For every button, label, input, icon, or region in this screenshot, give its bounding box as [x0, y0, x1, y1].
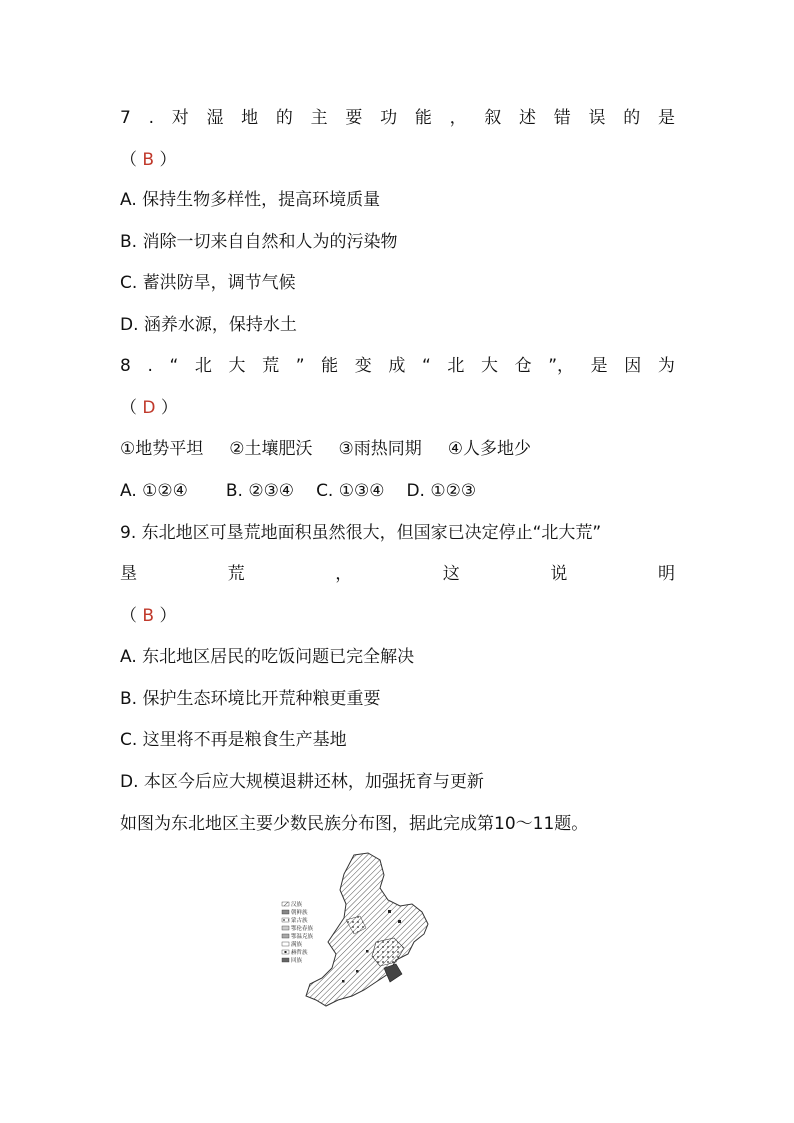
q7-option-c: C. 蓄洪防旱，调节气候	[120, 273, 296, 293]
q9-char: 荒	[227, 564, 245, 584]
q8-condition: ④人多地少	[447, 439, 531, 459]
q8-char: “	[169, 356, 179, 376]
q8-condition: ③雨热同期	[338, 439, 422, 459]
q8-stem	[120, 354, 675, 378]
q9-char: 说	[550, 564, 568, 584]
q9-char: 明	[657, 564, 675, 584]
map-intro: 如图为东北地区主要少数民族分布图，据此完成第10～11题。	[120, 814, 589, 834]
q9-char: ，	[335, 564, 353, 584]
q8-answer-line	[120, 396, 178, 420]
q9-option-d: D. 本区今后应大规模退耕还林，加强抚育与更新	[120, 772, 484, 792]
northeast-region-shape	[306, 853, 428, 1006]
region-marker	[388, 910, 391, 913]
q8-char: 变	[354, 356, 372, 376]
q8-char: 荒	[262, 356, 280, 376]
legend-item: 朝鲜族	[291, 910, 308, 916]
q9-answer: B	[142, 606, 155, 626]
q8-char: 是	[590, 356, 608, 376]
q8-conditions	[120, 437, 531, 461]
q7-char: 误	[588, 108, 606, 128]
q7-char: 地	[241, 108, 259, 128]
q8-char: 北	[194, 356, 212, 376]
q8-char: 能	[321, 356, 339, 376]
q7-char: 湿	[206, 108, 224, 128]
q8-char: 大	[480, 356, 498, 376]
paren-close: ）	[159, 606, 177, 626]
q8-condition: ②土壤肥沃	[229, 439, 313, 459]
paren-open: （	[120, 398, 137, 418]
q8-char: ”	[295, 356, 305, 376]
q8-char: 成	[388, 356, 406, 376]
q7-option-a: A. 保持生物多样性，提高环境质量	[120, 190, 381, 210]
q7-answer: B	[142, 150, 155, 170]
q9-answer-line	[120, 604, 176, 628]
paren-close: ）	[159, 150, 177, 170]
legend-item: 鄂温克族	[291, 934, 314, 940]
region-marker	[342, 980, 345, 983]
q8-answer: D	[142, 398, 156, 418]
q9-option-b: B. 保护生态环境比开荒种粮更重要	[120, 689, 381, 709]
q7-char: 要	[345, 108, 363, 128]
q8-char: 大	[228, 356, 246, 376]
q8-option-a: A. ①②④	[120, 481, 188, 501]
q8-char: “	[421, 356, 431, 376]
q7-option-d: D. 涵养水源，保持水土	[120, 315, 297, 335]
ethnic-distribution-map	[276, 850, 446, 1025]
q8-char: 北	[447, 356, 465, 376]
q7-char: 7	[120, 108, 131, 128]
q7-char: ，	[449, 108, 467, 128]
q8-char: .	[147, 356, 153, 376]
paren-open: （	[120, 606, 137, 626]
legend-item: 满族	[291, 942, 303, 948]
legend-item: 赫哲族	[291, 950, 308, 956]
q7-char: 对	[171, 108, 189, 128]
legend-item: 回族	[291, 958, 303, 964]
q8-char: 为	[657, 356, 675, 376]
legend-item: 汉族	[291, 902, 303, 908]
legend-item: 鄂伦春族	[291, 926, 314, 932]
q7-char: 能	[414, 108, 432, 128]
map-legend	[282, 900, 314, 964]
q9-option-a: A. 东北地区居民的吃饭问题已完全解决	[120, 647, 415, 667]
q8-option-d: D. ①②③	[406, 481, 477, 501]
q8-option-c: C. ①③④	[316, 481, 385, 501]
q7-char: 叙	[484, 108, 502, 128]
q9-stem-line2	[120, 562, 675, 586]
q7-char: 的	[623, 108, 641, 128]
q7-answer-line	[120, 148, 176, 172]
q7-option-b: B. 消除一切来自自然和人为的污染物	[120, 232, 398, 252]
region-marker	[366, 950, 369, 953]
q8-char: 因	[624, 356, 642, 376]
q7-char: 述	[519, 108, 537, 128]
q9-stem-line1: 9. 东北地区可垦荒地面积虽然很大，但国家已决定停止“北大荒”	[120, 523, 602, 543]
q8-char: ”，	[548, 356, 575, 376]
q8-options	[120, 479, 476, 503]
q8-option-b: B. ②③④	[225, 481, 295, 501]
q8-condition: ①地势平坦	[120, 439, 204, 459]
q7-stem	[120, 106, 675, 130]
q8-char: 8	[120, 356, 131, 376]
q7-char: 功	[380, 108, 398, 128]
q7-char: 是	[657, 108, 675, 128]
q7-char: 的	[275, 108, 293, 128]
paren-close: ）	[160, 398, 178, 418]
q7-char: 主	[310, 108, 328, 128]
q8-char: 仓	[514, 356, 532, 376]
q9-char: 垦	[120, 564, 137, 584]
q7-char: .	[148, 108, 154, 128]
q9-option-c: C. 这里将不再是粮食生产基地	[120, 730, 347, 750]
q9-char: 这	[442, 564, 460, 584]
legend-item: 蒙古族	[291, 918, 308, 924]
paren-open: （	[120, 150, 137, 170]
region-marker	[398, 920, 401, 923]
q7-char: 错	[553, 108, 571, 128]
region-marker	[356, 970, 359, 973]
